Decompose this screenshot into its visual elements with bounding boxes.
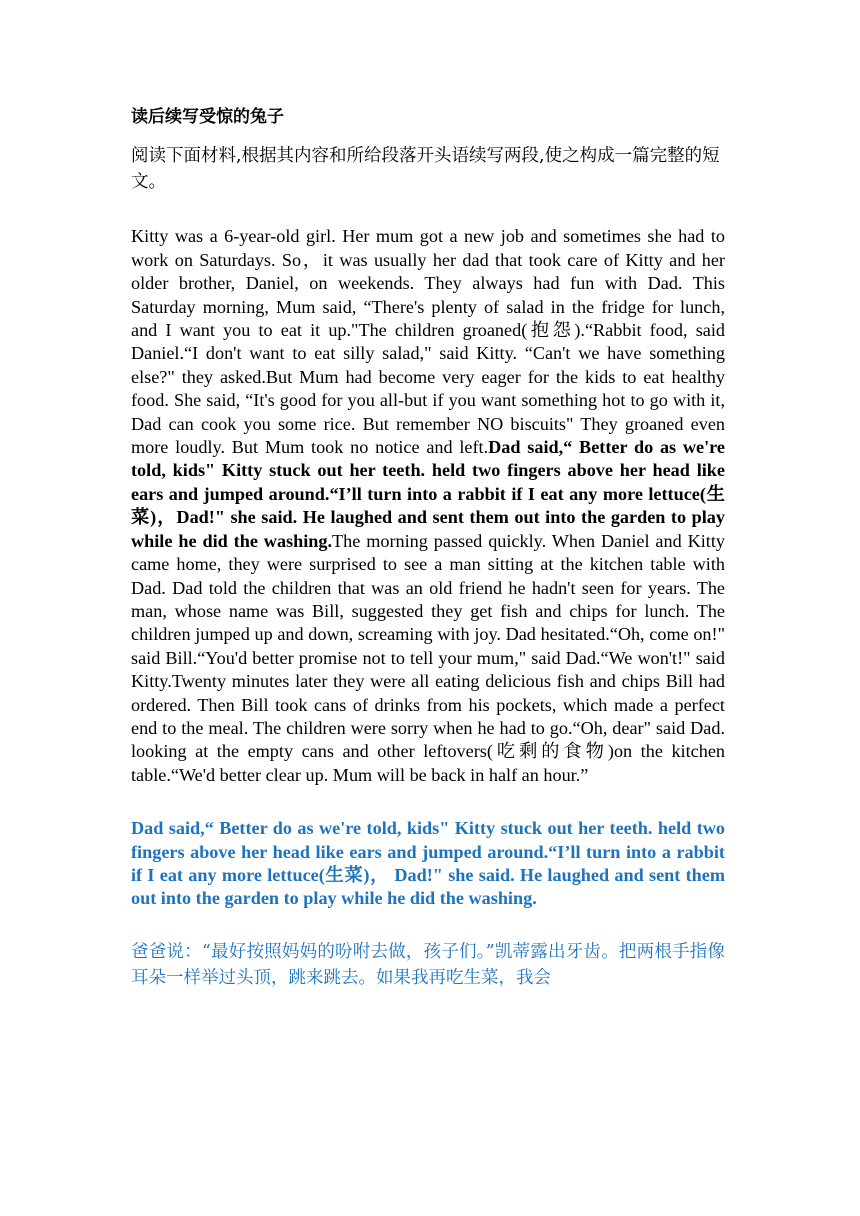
story-bold-passage: Dad said,“ Better do as we're told, kids" Kitty stuck out her teeth. held two fingers above her head like ears and jumped around.“I’ll turn into a rabbit if I eat any more lettuce(生菜)，Dad!" she said. He laughed and sent them out into the garden to play while he did the washing. [131, 437, 725, 551]
task-instruction: 阅读下面材料,根据其内容和所给段落开头语续写两段,使之构成一篇完整的短文。 [131, 146, 720, 193]
highlight-chinese-paragraph: 爸爸说：“最好按照妈妈的吩咐去做，孩子们。”凯蒂露出牙齿。把两根手指像耳朵一样举过头顶，跳来跳去。如果我再吃生菜，我会 [131, 941, 725, 988]
document-page [131, 98, 725, 991]
story-part-2: The morning passed quickly. When Daniel and Kitty came home, they were surprised to see a man sitting at the kitchen table with Dad. Dad told the children that was an old friend he hadn't seen for years. The man, whose name was Bill, suggested they get fish and chips for lunch. The children jumped up and down, screaming with joy. Dad hesitated.“Oh, come on!" said Bill.“You'd better promise not to tell your mum," said Dad.“We won't!" said Kitty.Twenty minutes later they were all eating delicious fish and chips Bill had ordered. Then Bill took cans of drinks from his pockets, which made a perfect end to the meal. The children were sorry when he had to go.“Oh, dear" said Dad. looking at the empty cans and other leftovers(吃剩的食物)on the kitchen table.“We'd better clear up. Mum will be back in half an hour.” [131, 530, 725, 785]
document-title: 读后续写受惊的兔子 [131, 107, 284, 127]
story-part-1: Kitty was a 6-year-old girl. Her mum got a new job and sometimes she had to work on Saturdays. So，it was usually her dad that took care of Kitty and her older brother, Daniel, on weekends. They always had fun with Dad. This Saturday morning, Mum said, “There's plenty of salad in the fridge for lunch, and I want you to eat it up."The children groaned(抱怨).“Rabbit food, said Daniel.“I don't want to eat silly salad," said Kitty. “Can't we have something else?" they asked.But Mum had become very eager for the kids to eat healthy food. She said, “It's good for you all-but if you want something hot to go with it, Dad can cook you some rice. But remember NO biscuits" They groaned even more loudly. But Mum took no notice and left. [131, 226, 725, 458]
highlight-english-paragraph: Dad said,“ Better do as we're told, kids" Kitty stuck out her teeth. held two fingers above her head like ears and jumped around.“I’ll turn into a rabbit if I eat any more lettuce(生菜)， Dad!" she said. He laughed and sent them out into the garden to play while he did the washing. [131, 818, 725, 909]
story-paragraph [131, 225, 725, 787]
